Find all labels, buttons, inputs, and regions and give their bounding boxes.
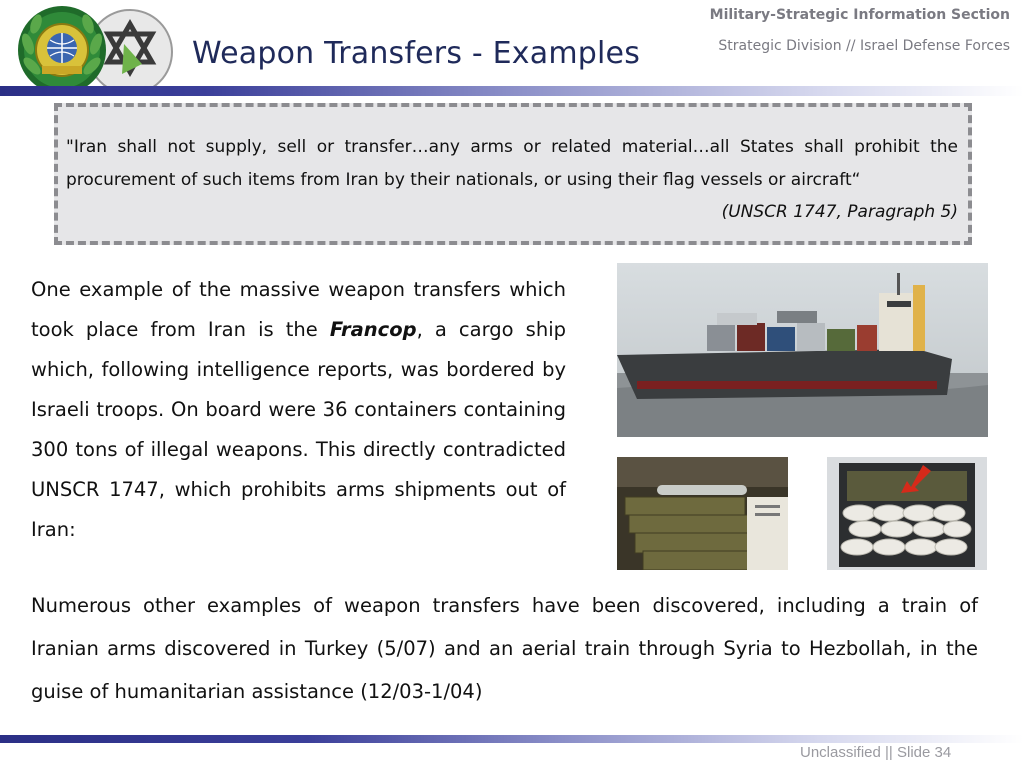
slide-footer: Unclassified || Slide 34 <box>800 744 952 761</box>
quote-citation: (UNSCR 1747, Paragraph 5) <box>721 202 958 222</box>
main-text-after: , a cargo ship which, following intelligence reports, was bordered by Israeli troops. On board were 36 containers containing 300 tons of illegal weapons. This directly contradicted UNSCR 1747, which prohibits arms shipments out of Iran: <box>31 318 566 541</box>
header-divider <box>0 86 1024 96</box>
quote-box <box>54 103 972 245</box>
cargo-ship-photo <box>617 263 988 437</box>
main-text-before: One example of the massive weapon transfers which took place from Iran is the <box>31 278 566 341</box>
page-title: Weapon Transfers - Examples <box>192 36 641 71</box>
container-contents-photo <box>827 457 987 570</box>
footer-divider <box>0 735 1024 743</box>
org-section-label: Military-Strategic Information Section <box>709 7 1010 23</box>
bottom-paragraph: Numerous other examples of weapon transfers have been discovered, including a train of Iranian arms discovered in Turkey (5/07) and an aerial train through Syria to Hezbollah, in the guise of humanitarian assistance (12/03-1/04) <box>31 594 978 703</box>
org-division-label: Strategic Division // Israel Defense Forces <box>718 38 1010 54</box>
idf-emblems <box>12 4 174 96</box>
ship-name: Francop <box>329 318 417 341</box>
main-paragraph <box>31 270 566 550</box>
quote-text: "Iran shall not supply, sell or transfer…any arms or related material…all States shall prohibit the procurement of such items from Iran by their nationals, or using their flag vessels or aircraft“ <box>66 137 958 190</box>
emblem-icon <box>12 4 174 96</box>
weapon-crates-photo <box>617 457 788 570</box>
